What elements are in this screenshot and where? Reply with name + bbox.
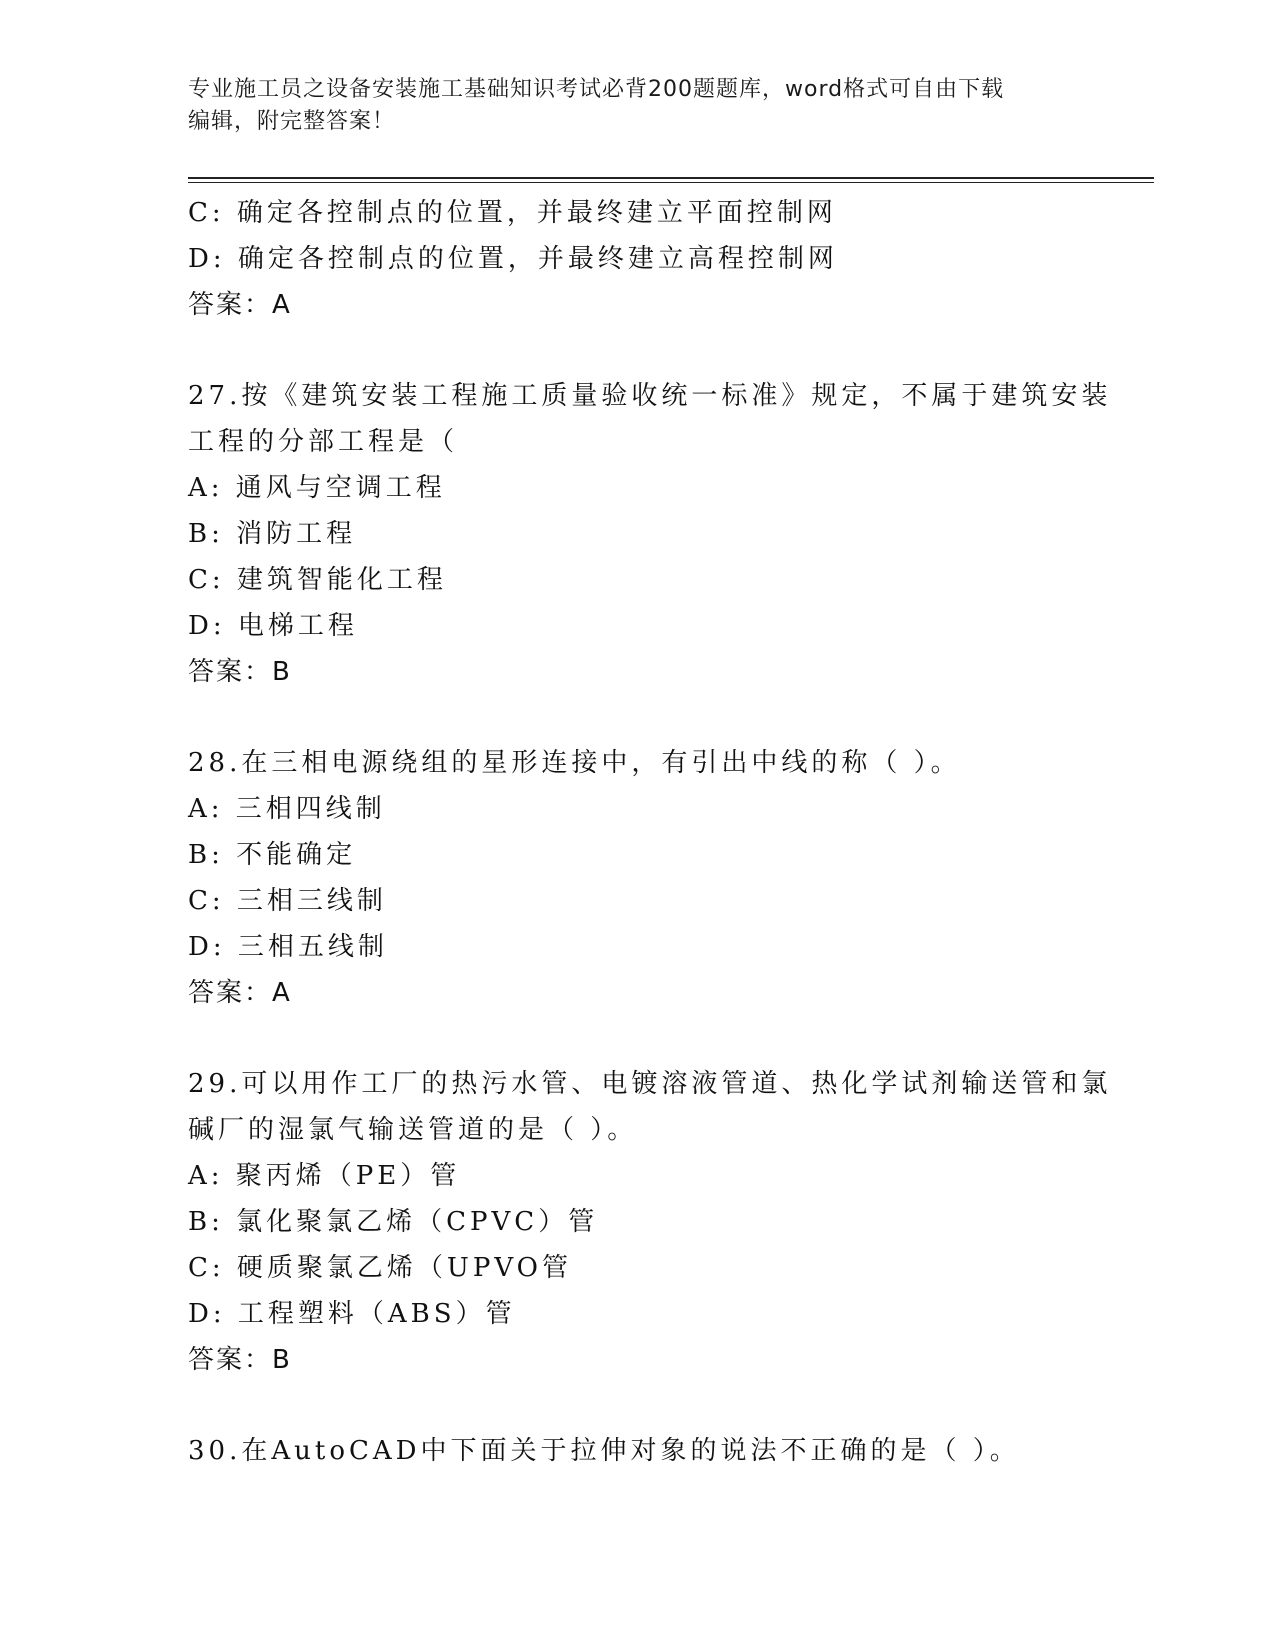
answer-line: 答案：B xyxy=(188,657,292,687)
option-b: B: 氯化聚氯乙烯（CPVC）管 xyxy=(188,1207,599,1237)
spacer xyxy=(188,695,1088,740)
option-a: A: 聚丙烯（PE）管 xyxy=(188,1161,461,1191)
question-30 xyxy=(188,1428,1088,1474)
question-stem-line-1: 29.可以用作工厂的热污水管、电镀溶液管道、热化学试剂输送管和氯 xyxy=(188,1069,1112,1099)
answer-line: 答案：B xyxy=(188,1345,292,1375)
spacer xyxy=(188,1383,1088,1428)
option-d: D: 三相五线制 xyxy=(188,932,388,962)
option-c: C: 确定各控制点的位置，并最终建立平面控制网 xyxy=(188,198,837,228)
header-divider-thick xyxy=(188,177,1154,179)
question-stem-line-2: 工程的分部工程是（ xyxy=(188,427,459,457)
spacer xyxy=(188,1016,1088,1061)
question-list xyxy=(188,190,1112,1474)
answer-line: 答案：A xyxy=(188,290,292,320)
question-28 xyxy=(188,740,1088,1016)
option-c: C: 建筑智能化工程 xyxy=(188,565,447,595)
option-b: B: 不能确定 xyxy=(188,840,357,870)
option-a: A: 三相四线制 xyxy=(188,794,386,824)
option-d: D: 电梯工程 xyxy=(188,611,358,641)
question-stem-line-1: 30.在AutoCAD中下面关于拉伸对象的说法不正确的是（ ）。 xyxy=(188,1436,1020,1466)
question-26-continued xyxy=(188,190,1088,328)
question-stem-line-2: 碱厂的湿氯气输送管道的是（ ）。 xyxy=(188,1115,638,1145)
question-stem-line-1: 27.按《建筑安装工程施工质量验收统一标准》规定，不属于建筑安装 xyxy=(188,381,1112,411)
question-27 xyxy=(188,373,1112,695)
option-c: C: 硬质聚氯乙烯（UPVO管 xyxy=(188,1253,572,1283)
option-c: C: 三相三线制 xyxy=(188,886,387,916)
header-divider-thin xyxy=(188,182,1154,183)
option-d: D: 工程塑料（ABS）管 xyxy=(188,1299,516,1329)
document-header xyxy=(188,74,1088,138)
header-title-line-1: 专业施工员之设备安装施工基础知识考试必背200题题库，word格式可自由下载 xyxy=(188,77,1005,102)
option-b: B: 消防工程 xyxy=(188,519,357,549)
question-29 xyxy=(188,1061,1112,1383)
spacer xyxy=(188,328,1088,373)
answer-line: 答案：A xyxy=(188,978,292,1008)
header-title-line-2: 编辑，附完整答案！ xyxy=(188,109,396,134)
question-stem-line-1: 28.在三相电源绕组的星形连接中，有引出中线的称（ ）。 xyxy=(188,748,961,778)
option-d: D: 确定各控制点的位置，并最终建立高程控制网 xyxy=(188,244,838,274)
option-a: A: 通风与空调工程 xyxy=(188,473,446,503)
